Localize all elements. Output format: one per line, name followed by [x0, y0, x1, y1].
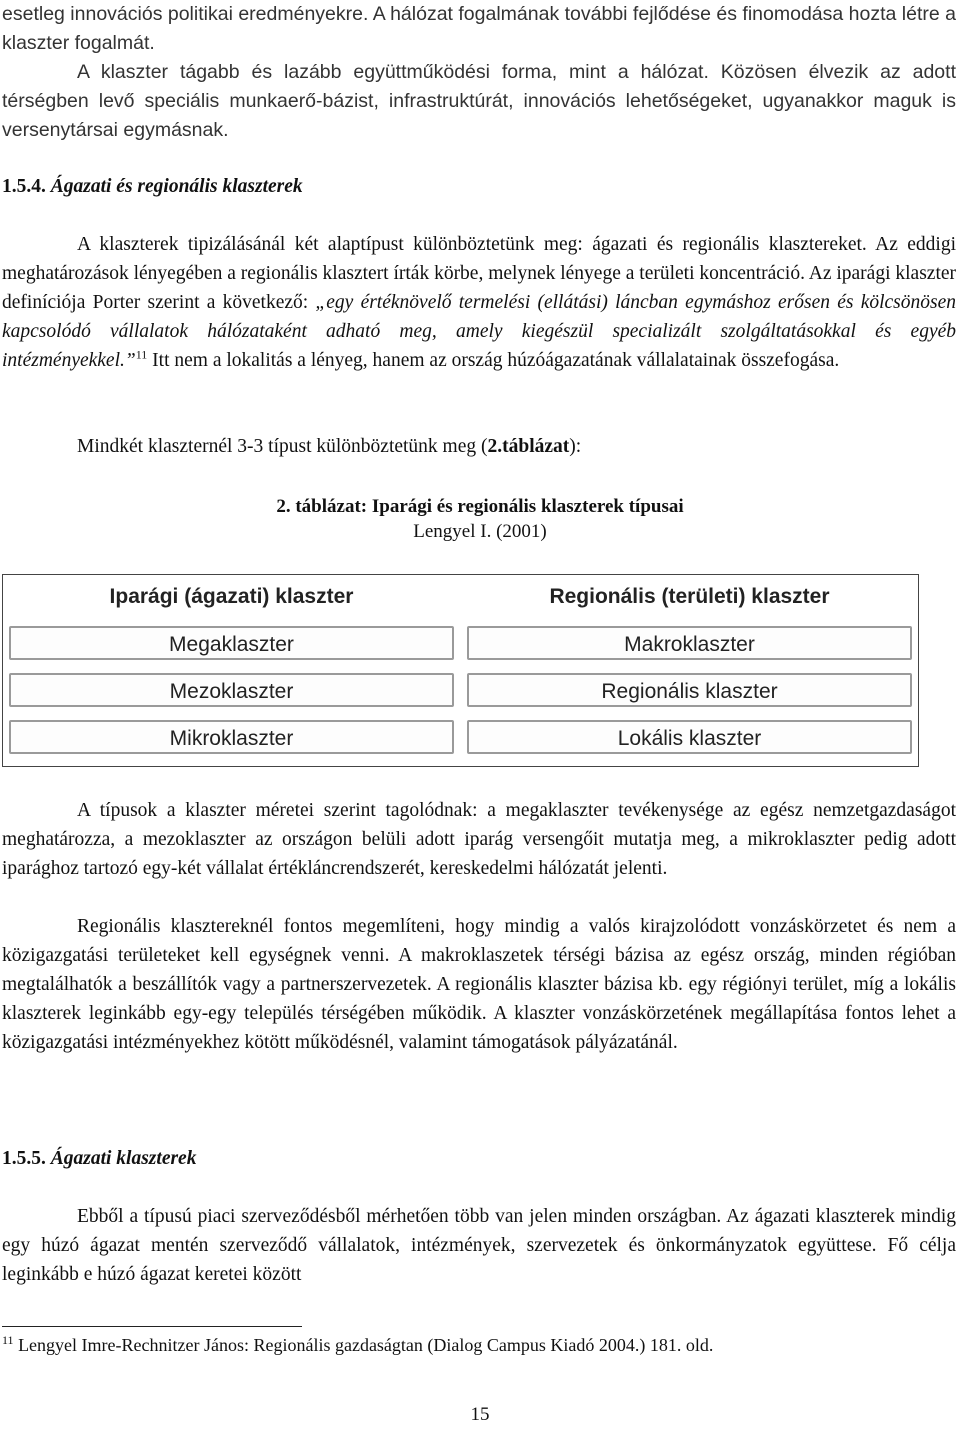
- footnote-mark: 11: [2, 1333, 14, 1347]
- section-heading-1-5-4: [2, 172, 303, 201]
- table-caption: [0, 494, 960, 544]
- table-reference-paragraph: Mindkét klaszternél 3-3 típust különböztetünk meg (2.táblázat):: [77, 436, 582, 457]
- section-title: Ágazati klaszterek: [50, 1148, 197, 1169]
- table-cell: Regionális klaszter: [467, 673, 912, 707]
- intro-paragraph: esetleg innovációs politikai eredményekre. A hálózat fogalmának további fejlődése és finomodása hozta létre a klaszter fogalmát.: [2, 3, 956, 54]
- section-heading-1-5-5: [2, 1144, 196, 1173]
- table-header-industrial: Iparági (ágazati) klaszter: [109, 585, 354, 608]
- regional-clusters-paragraph: Regionális klasztereknél fontos megemlíteni, hogy mindig a valós kirajzolódott vonzáskörzetet és nem a közigazgatási területeket kell egységnek venni. A makroklaszetek térségi bázisa az egész ország, minden régióban megtalálhatók a beszállítók vagy a partnerszervezetek. A regionális klaszter bázisa kb. egy régiónyi terület, míg a lokális klaszterek leginkább egy-egy település térségében működik. A klaszter vonzáskörzetének megállapítása fontos lehet a közigazgatási intézményekhez kötött működésnél, valamint támogatások pályázatánál.: [2, 916, 956, 1053]
- footnote-reference: 11: [135, 347, 148, 362]
- table-cell: Lokális klaszter: [467, 720, 912, 754]
- table-cell: Mezoklaszter: [9, 673, 454, 707]
- porter-quote: „egy értéknövelő termelési (ellátási) láncban egymáshoz erősen és kölcsönösen kapcsolódó vállalatok hálózataként adható meg, amely kiegészül specializált szolgáltatásokkal és egyéb intézményekkel.”: [2, 292, 957, 371]
- sector-clusters-paragraph: Ebből a típusú piaci szerveződésből mérhetően több van jelen minden országban. Az ágazati klaszterek mindig egy húzó ágazat mentén szerveződő vállalatok, intézmények, szervezetek és önkormányzatok együttese. Fő célja leginkább e húzó ágazat keretei között: [2, 1206, 956, 1285]
- cluster-types-table: [2, 574, 919, 767]
- footnote-text: Lengyel Imre-Rechnitzer János: Regionális gazdaságtan (Dialog Campus Kiadó 2004.) 181. old.: [13, 1335, 714, 1355]
- section-title: Ágazati és regionális klaszterek: [50, 176, 303, 197]
- table-reference: 2.táblázat: [487, 436, 570, 457]
- footnote: [2, 1332, 713, 1358]
- table-cell: Makroklaszter: [467, 626, 912, 660]
- section-number: 1.5.5.: [2, 1148, 46, 1169]
- cluster-types-paragraph: A klaszterek tipizálásánál két alaptípust különböztetünk meg: ágazati és regionális klasztereket. Az eddigi meghatározások lényegében a regionális klasztert írták körbe, melynek lényege a területi koncentráció. Az iparági klaszter definíciója Porter szerint a következő: „egy értéknövelő termelési (ellátási) láncban egymáshoz erősen és kölcsönösen kapcsolódó vállalatok hálózataként adható meg, amely kiegészül specializált szolgáltatásokkal és egyéb intézményekkel.”$^{11}$ Itt nem a lokalitás a lényeg, hanem az ország húzóágazatának vállalatainak összefogása.: [2, 234, 957, 371]
- page-number: 15: [470, 1404, 490, 1425]
- table-caption-source: Lengyel I. (2001): [413, 521, 547, 542]
- cluster-definition-paragraph: A klaszter tágabb és lazább együttműködési forma, mint a hálózat. Közösen élvezik az adott térségben levő speciális munkaerő-bázist, infrastruktúrát, innovációs lehetőségeket, ugyanakkor maguk is versenytársai egymásnak.: [2, 61, 956, 141]
- table-cell: Mikroklaszter: [9, 720, 454, 754]
- table-cell: Megaklaszter: [9, 626, 454, 660]
- table-caption-title: 2. táblázat: Iparági és regionális klaszterek típusai: [276, 496, 684, 517]
- table-header-regional: Regionális (területi) klaszter: [549, 585, 830, 608]
- section-number: 1.5.4.: [2, 176, 46, 197]
- cluster-size-paragraph: A típusok a klaszter méretei szerint tagolódnak: a megaklaszter tevékenysége az egész nemzetgazdaságot meghatározza, a mezoklaszter az országon belüli adott iparág versengőit mutatja meg, a mikroklaszter pedig adott iparághoz tartozó egy-két vállalat értékláncrendszerét, kereskedelmi hálózatát jelenti.: [2, 800, 956, 879]
- footnote-separator: [2, 1326, 302, 1327]
